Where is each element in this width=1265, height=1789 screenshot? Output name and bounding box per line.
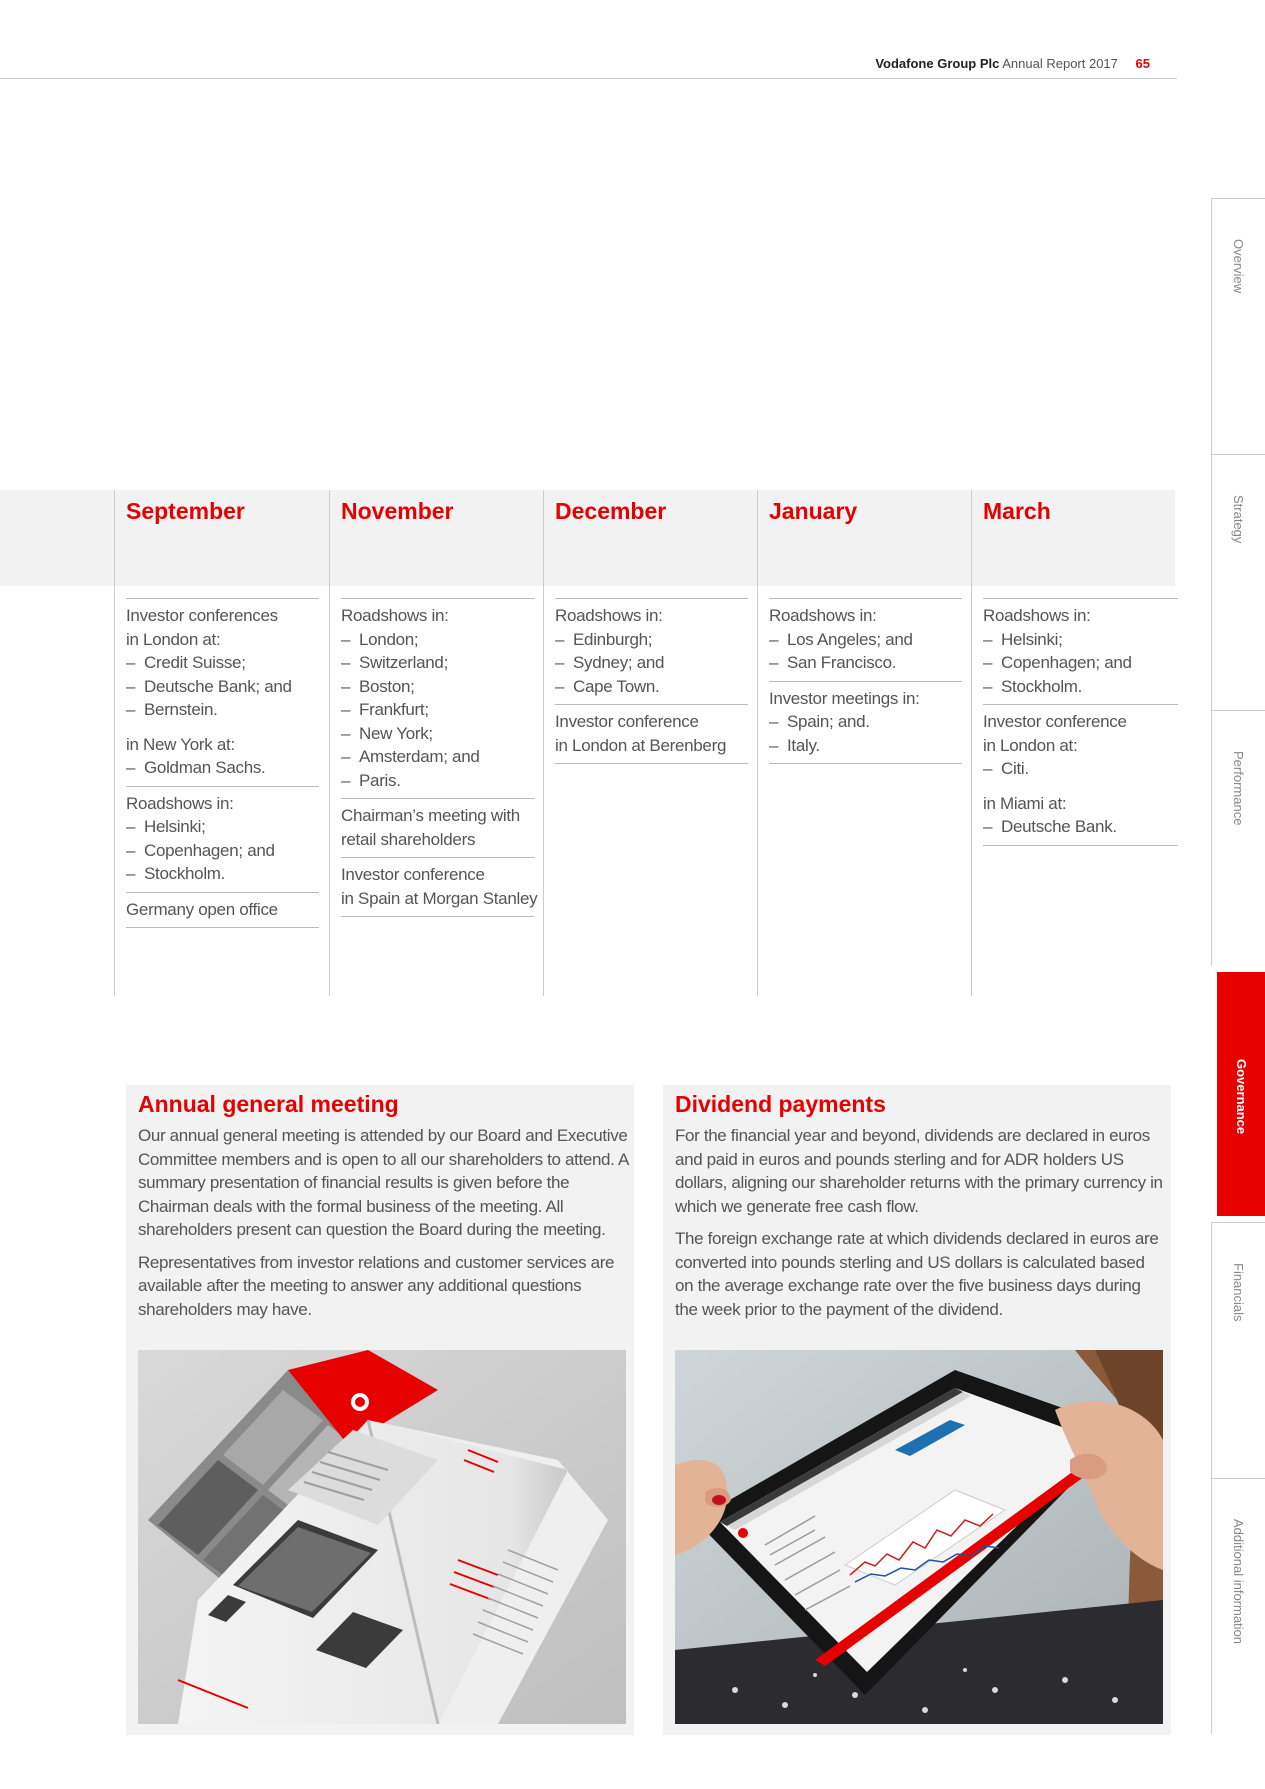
entry-bullet: – Bernstein. [126,698,319,722]
entry-text: Roadshows in: [341,606,449,625]
calendar-entry [341,857,538,917]
tab-governance[interactable] [1217,972,1265,1216]
entry-bullet: – Deutsche Bank. [983,815,1178,839]
entry-bullet: – Spain; and. [769,710,962,734]
entry-text: Investor conferences [126,606,278,625]
calendar-entry [126,598,319,786]
month-heading: March [983,498,1051,524]
running-header [875,56,1150,71]
entry-bullet: – Helsinki; [126,815,319,839]
entry-bullet: – Helsinki; [983,628,1178,652]
entry-bullet: – Amsterdam; and [341,745,534,769]
entry-text: in London at: [983,735,1078,755]
entry-text: in London at Berenberg [555,735,727,755]
entry-bullet: – New York; [341,722,534,746]
entry-text: in New York at: [126,734,235,754]
calendar-entry [769,681,962,765]
dividend-text [675,1124,1165,1330]
tab-label: Additional information [1231,1519,1246,1645]
dividend-paragraph: The foreign exchange rate at which dividends declared in euros are converted into pounds sterling and US dollars is calculated based on the average exchange rate over the five business days during the week prior to the payment of the dividend. [675,1229,1159,1319]
month-heading: December [555,498,667,524]
entry-bullet: – Los Angeles; and [769,628,962,652]
dividend-title: Dividend payments [675,1091,886,1117]
calendar-entry [769,598,962,681]
entry-bullet: – Stockholm. [126,862,319,886]
calendar-entry [126,786,319,892]
entry-text: Roadshows in: [769,606,877,625]
calendar-entry [555,704,748,764]
entry-text: Investor conference [341,865,485,884]
entry-bullet: – Boston; [341,675,534,699]
entry-bullet: – Cape Town. [555,675,748,699]
month-heading: November [341,498,454,524]
tab-additional-information[interactable] [1211,1478,1265,1734]
section-tabs [1211,198,1265,1734]
entry-text: Investor conference [555,712,699,731]
agm-panel [126,1085,634,1735]
entry-bullet: – Copenhagen; and [126,839,319,863]
calendar-entry [555,598,748,704]
tab-strategy[interactable] [1211,454,1265,710]
entry-bullet: – Deutsche Bank; and [126,675,319,699]
entry-text: Chairman’s meeting with [341,806,520,825]
entry-bullet: – Edinburgh; [555,628,748,652]
tab-label: Strategy [1231,495,1246,544]
entry-text: Germany open office [126,899,278,919]
tab-label: Governance [1234,1059,1249,1135]
header-divider [0,78,1177,79]
calendar-column-january [757,490,960,996]
entry-bullet: – Switzerland; [341,651,534,675]
entry-bullet: – Paris. [341,769,534,793]
calendar-entries [983,598,1178,846]
calendar-entry [983,704,1178,846]
entry-bullet: – London; [341,628,534,652]
month-heading: September [126,498,245,524]
entry-bullet: – Goldman Sachs. [126,756,319,780]
month-heading: January [769,498,858,524]
entry-bullet: – Credit Suisse; [126,651,319,675]
dividend-paragraph: For the financial year and beyond, dividends are declared in euros and paid in euros and pounds sterling and for ADR holders US dollars, aligning our shareholder returns with the primary currency in which we generate free cash flow. [675,1126,1163,1216]
tab-label: Financials [1231,1263,1246,1322]
entry-bullet: – Sydney; and [555,651,748,675]
agm-paragraph: Representatives from investor relations and customer services are available after the meeting to answer any additional questions shareholders may have. [138,1252,615,1319]
agm-title: Annual general meeting [138,1091,399,1117]
calendar-entries [126,598,319,928]
entry-text: in London at: [126,629,221,649]
tab-financials[interactable] [1211,1222,1265,1478]
calendar-column-march [971,490,1176,996]
calendar-column-november [329,490,538,996]
tab-performance[interactable] [1211,710,1265,966]
tab-label: Overview [1231,239,1246,294]
entry-text: Roadshows in: [126,793,234,813]
entry-text: in Miami at: [983,793,1067,813]
entry-bullet: – Stockholm. [983,675,1178,699]
tablet-photo [675,1350,1163,1724]
entry-bullet: – Italy. [769,734,962,758]
entry-bullet: – San Francisco. [769,651,962,675]
calendar-entry [983,598,1178,704]
entry-bullet: – Frankfurt; [341,698,534,722]
entry-text: Roadshows in: [555,606,663,625]
agm-paragraph: Our annual general meeting is attended by our Board and Executive Committee members and is open to all our shareholders to attend. A summary presentation of financial results is given before the Chairman deals with the formal business of the meeting. All shareholders present can question the Board during the meeting. [138,1126,629,1239]
dividend-panel [663,1085,1171,1735]
tab-label: Performance [1231,751,1246,826]
calendar-entry [126,892,319,929]
calendar-column-december [543,490,746,996]
entry-bullet: – Citi. [983,757,1178,781]
entry-bullet: – Copenhagen; and [983,651,1178,675]
entry-text: Roadshows in: [983,606,1091,625]
document-title: Annual Report 2017 [1002,56,1118,71]
annual-report-booklet-photo [138,1350,626,1724]
entry-text: in Spain at Morgan Stanley [341,888,538,908]
page-number: 65 [1135,56,1150,71]
company-name: Vodafone Group Plc [875,56,1000,71]
calendar-entry [341,598,534,798]
entry-text: Investor meetings in: [769,688,920,708]
calendar-column-september [114,490,317,996]
tab-overview[interactable] [1211,198,1265,454]
calendar-entries [555,598,748,764]
calendar-entry [341,798,534,857]
entry-text: retail shareholders [341,829,476,849]
entry-text: Investor conference [983,712,1127,731]
calendar-entries [341,598,538,917]
calendar-entries [769,598,962,764]
agm-text [138,1124,628,1330]
